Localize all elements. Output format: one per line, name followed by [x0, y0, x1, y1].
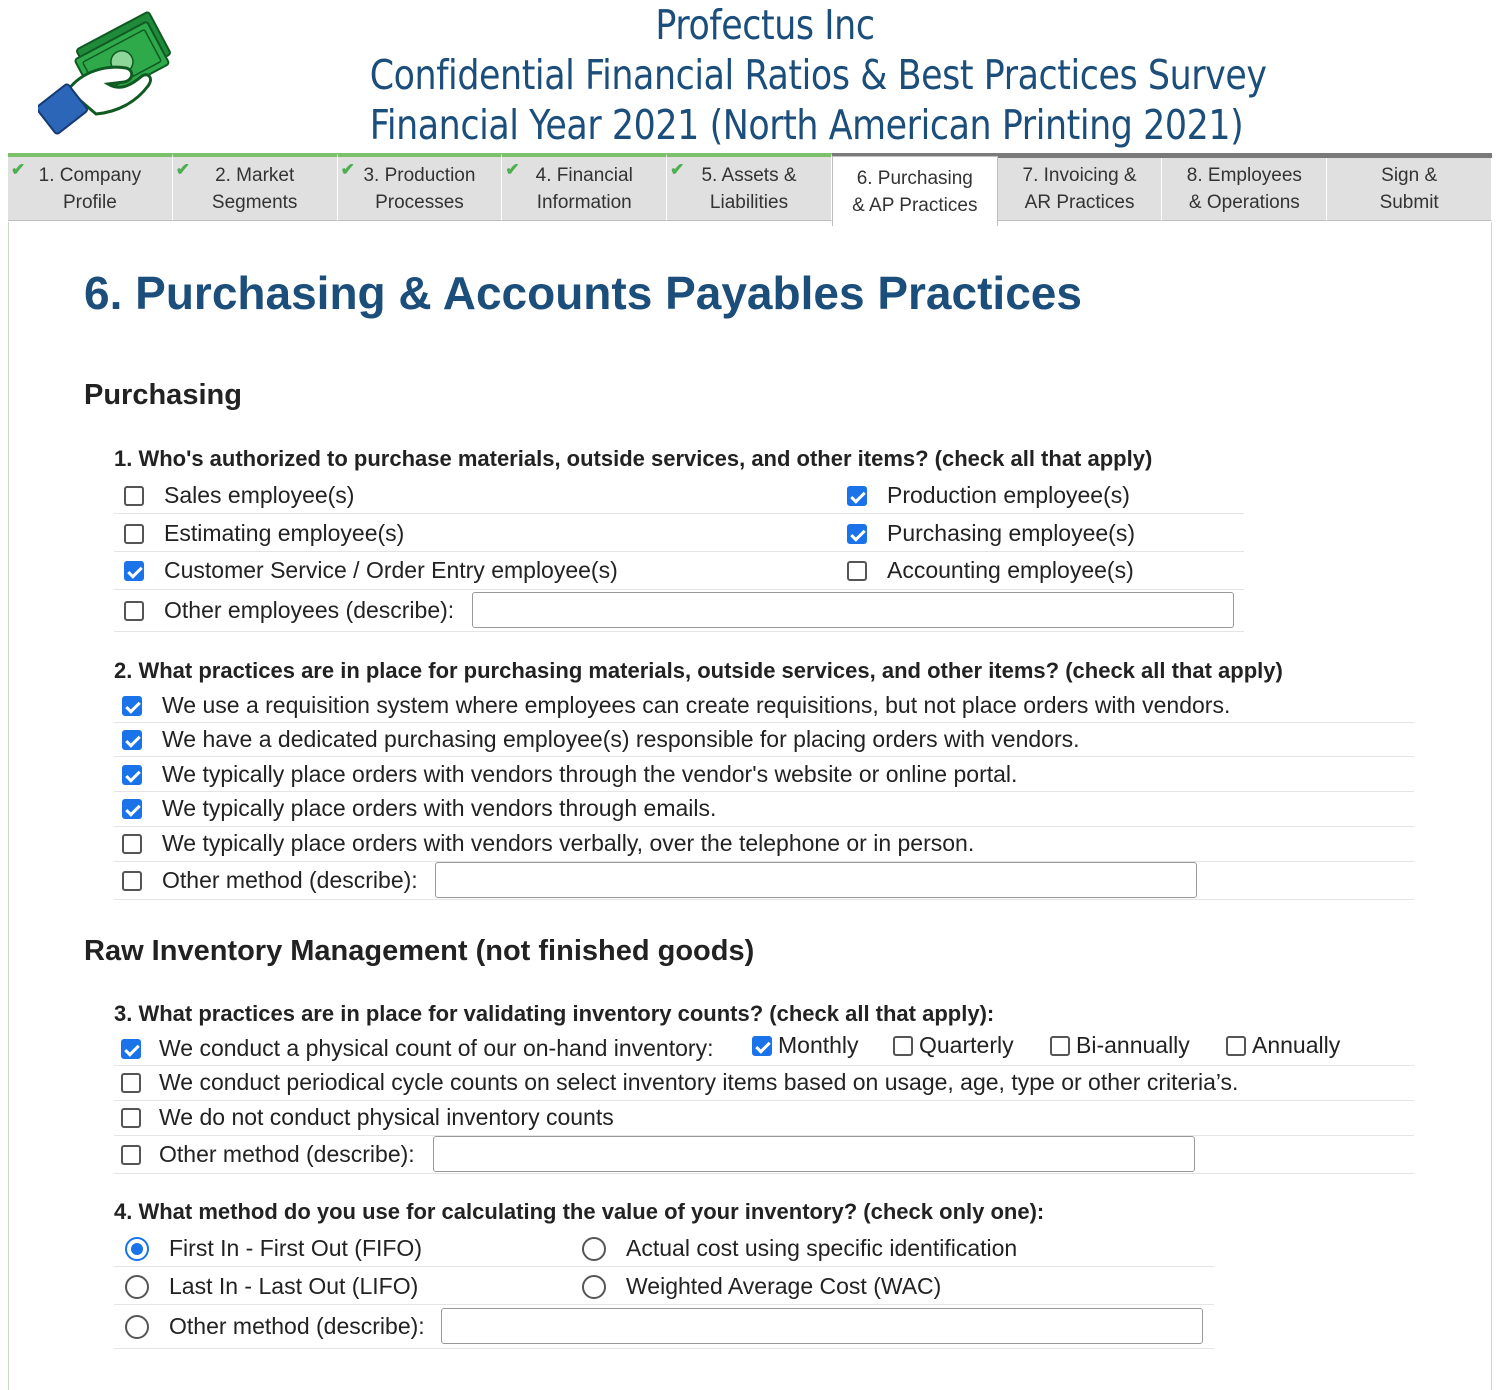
- option-label: Other employees (describe):: [164, 597, 455, 623]
- page-header: [0, 0, 1500, 152]
- checkbox-checked[interactable]: [121, 1039, 141, 1059]
- question-1: 1. Who's authorized to purchase materials, outside services, and other items? (check all that apply): [114, 446, 1153, 471]
- section-heading-inventory: Raw Inventory Management (not finished goods): [84, 935, 755, 967]
- option-label: Production employee(s): [887, 482, 1130, 508]
- option-vendor-website[interactable]: [122, 761, 1017, 788]
- tab-label-line2: Profile: [62, 191, 117, 213]
- tab-label-line1: 1. Company: [38, 164, 142, 186]
- tab-label-line1: 4. Financial: [535, 164, 633, 186]
- option-customer-service-employees[interactable]: [124, 557, 618, 584]
- option-purchasing-employees[interactable]: [847, 520, 1135, 547]
- option-other-valuation[interactable]: [125, 1313, 425, 1340]
- survey-title-block: [369, 0, 1267, 150]
- other-valuation-input[interactable]: [441, 1308, 1203, 1344]
- option-cycle-counts[interactable]: [121, 1069, 1238, 1096]
- option-label: Actual cost using specific identification: [626, 1235, 1018, 1261]
- option-no-physical-counts[interactable]: [121, 1104, 614, 1131]
- option-other-inventory-method[interactable]: [121, 1141, 415, 1168]
- option-label: Monthly: [778, 1032, 859, 1058]
- question-3: 3. What practices are in place for validating inventory counts? (check all that apply):: [114, 1001, 995, 1026]
- option-annually[interactable]: [1226, 1032, 1340, 1059]
- tab-employees-operations[interactable]: [1162, 158, 1327, 221]
- tab-label-line1: 2. Market: [215, 164, 295, 186]
- option-label: We typically place orders with vendors through emails.: [162, 795, 717, 821]
- tab-label-line1: 3. Production: [363, 164, 476, 186]
- option-sales-employees[interactable]: [124, 482, 354, 509]
- option-label: Estimating employee(s): [164, 520, 405, 546]
- option-specific-identification[interactable]: [582, 1235, 1017, 1262]
- option-fifo[interactable]: [125, 1235, 422, 1262]
- option-label: We conduct periodical cycle counts on select inventory items based on usage, age, type or other criteria’s.: [159, 1069, 1239, 1095]
- tab-label-line1: 8. Employees: [1186, 165, 1302, 186]
- section-tabs: [8, 153, 1492, 226]
- option-label: Customer Service / Order Entry employee(s): [164, 557, 618, 583]
- option-label: First In - First Out (FIFO): [169, 1235, 422, 1261]
- option-label: Last In - Last Out (LIFO): [169, 1273, 419, 1299]
- option-label: Other method (describe):: [162, 867, 418, 893]
- tab-label-line2: Submit: [1379, 192, 1439, 213]
- tab-label-line1: Sign &: [1381, 165, 1438, 186]
- option-quarterly[interactable]: [893, 1032, 1014, 1059]
- tab-label-line2: AR Practices: [1024, 192, 1135, 213]
- checkbox-checked[interactable]: [847, 486, 867, 506]
- tab-label-line2: Information: [536, 191, 632, 213]
- option-lifo[interactable]: [125, 1273, 418, 1300]
- option-label: We do not conduct physical inventory counts: [159, 1104, 614, 1130]
- other-employees-input[interactable]: [472, 592, 1234, 628]
- question-4: 4. What method do you use for calculating the value of your inventory? (check only one):: [114, 1199, 1045, 1224]
- option-label: Purchasing employee(s): [887, 520, 1136, 546]
- tab-label-line2: & AP Practices: [852, 194, 978, 216]
- other-inventory-method-input[interactable]: [433, 1136, 1195, 1172]
- checkbox-checked[interactable]: [752, 1036, 772, 1056]
- checkbox[interactable]: [893, 1036, 913, 1056]
- tab-assets-liabilities[interactable]: [667, 153, 832, 221]
- checkbox-checked[interactable]: [122, 765, 142, 785]
- question-2: 2. What practices are in place for purchasing materials, outside services, and other items? (check all that apply): [114, 658, 1283, 683]
- tab-label-line2: Processes: [375, 191, 464, 213]
- checkbox-checked[interactable]: [124, 561, 144, 581]
- option-label: Annually: [1252, 1032, 1341, 1058]
- tab-label-line2: Liabilities: [709, 191, 789, 213]
- other-method-input[interactable]: [435, 862, 1197, 898]
- tab-sign-submit[interactable]: [1327, 158, 1492, 221]
- tab-purchasing-ap[interactable]: [832, 156, 998, 226]
- tab-market-segments[interactable]: [173, 153, 338, 221]
- radio-selected[interactable]: [125, 1237, 149, 1261]
- page-title: 6. Purchasing & Accounts Payables Practices: [84, 267, 1082, 319]
- checkbox[interactable]: [121, 1108, 141, 1128]
- option-vendor-verbal[interactable]: [122, 830, 974, 857]
- option-vendor-emails[interactable]: [122, 795, 716, 822]
- checkbox[interactable]: [124, 601, 144, 621]
- tab-production-processes[interactable]: [338, 153, 503, 221]
- tab-label-line2: & Operations: [1188, 192, 1300, 213]
- checkbox-checked[interactable]: [122, 730, 142, 750]
- option-label: Sales employee(s): [164, 482, 355, 508]
- survey-title: Confidential Financial Ratios & Best Practices Survey: [369, 51, 1267, 99]
- option-other-employees[interactable]: [124, 597, 454, 624]
- checkbox[interactable]: [847, 561, 867, 581]
- money-hand-icon: [38, 10, 183, 140]
- radio[interactable]: [125, 1275, 149, 1299]
- tab-financial-information[interactable]: [502, 153, 667, 221]
- option-production-employees[interactable]: [847, 482, 1130, 509]
- checkbox[interactable]: [124, 486, 144, 506]
- radio[interactable]: [125, 1315, 149, 1339]
- section-heading-purchasing: Purchasing: [84, 379, 242, 411]
- radio[interactable]: [582, 1237, 606, 1261]
- option-label: Weighted Average Cost (WAC): [626, 1273, 942, 1299]
- option-label: Other method (describe):: [169, 1313, 425, 1339]
- checkbox[interactable]: [121, 1073, 141, 1093]
- option-estimating-employees[interactable]: [124, 520, 404, 547]
- tab-label-line1: 7. Invoicing &: [1022, 165, 1137, 186]
- checkbox-checked[interactable]: [847, 524, 867, 544]
- option-accounting-employees[interactable]: [847, 557, 1134, 584]
- checkbox[interactable]: [1226, 1036, 1246, 1056]
- option-physical-count[interactable]: [121, 1035, 713, 1062]
- option-label: We have a dedicated purchasing employee(s) responsible for placing orders with vendors.: [162, 726, 1080, 752]
- option-label: We conduct a physical count of our on-hand inventory:: [159, 1035, 714, 1061]
- tab-label-line1: 5. Assets &: [701, 164, 797, 186]
- checkbox-checked[interactable]: [122, 696, 142, 716]
- option-wac[interactable]: [582, 1273, 941, 1300]
- check-mark-icon: ✔: [340, 160, 355, 179]
- option-label: Accounting employee(s): [887, 557, 1134, 583]
- option-bi-annually[interactable]: [1050, 1032, 1190, 1059]
- option-label: Quarterly: [919, 1032, 1014, 1058]
- radio[interactable]: [582, 1275, 606, 1299]
- check-mark-icon: ✔: [11, 160, 26, 179]
- option-other-method[interactable]: [122, 867, 418, 894]
- company-name: Profectus Inc: [655, 1, 875, 49]
- checkbox[interactable]: [121, 1145, 141, 1165]
- option-label: We typically place orders with vendors through the vendor's website or online portal.: [162, 761, 1018, 787]
- tab-label-line1: 6. Purchasing: [856, 167, 973, 189]
- checkbox[interactable]: [1050, 1036, 1070, 1056]
- option-requisition-system[interactable]: [122, 692, 1230, 719]
- option-label: We typically place orders with vendors verbally, over the telephone or in person.: [162, 830, 975, 856]
- tab-invoicing-ar[interactable]: [998, 158, 1163, 221]
- checkbox[interactable]: [122, 834, 142, 854]
- option-label: Bi-annually: [1076, 1032, 1190, 1058]
- survey-year: Financial Year 2021 (North American Printing 2021): [369, 101, 1244, 149]
- check-mark-icon: ✔: [175, 160, 191, 179]
- check-mark-icon: ✔: [505, 160, 520, 179]
- option-label: We use a requisition system where employees can create requisitions, but not place orders with vendors.: [162, 692, 1231, 718]
- checkbox-checked[interactable]: [122, 799, 142, 819]
- checkbox[interactable]: [124, 524, 144, 544]
- tab-label-line2: Segments: [211, 191, 298, 213]
- tab-company-profile[interactable]: [8, 153, 173, 221]
- option-dedicated-purchasing[interactable]: [122, 726, 1080, 753]
- option-label: Other method (describe):: [159, 1141, 415, 1167]
- option-monthly[interactable]: [752, 1032, 859, 1059]
- checkbox[interactable]: [122, 871, 142, 891]
- check-mark-icon: ✔: [670, 160, 685, 179]
